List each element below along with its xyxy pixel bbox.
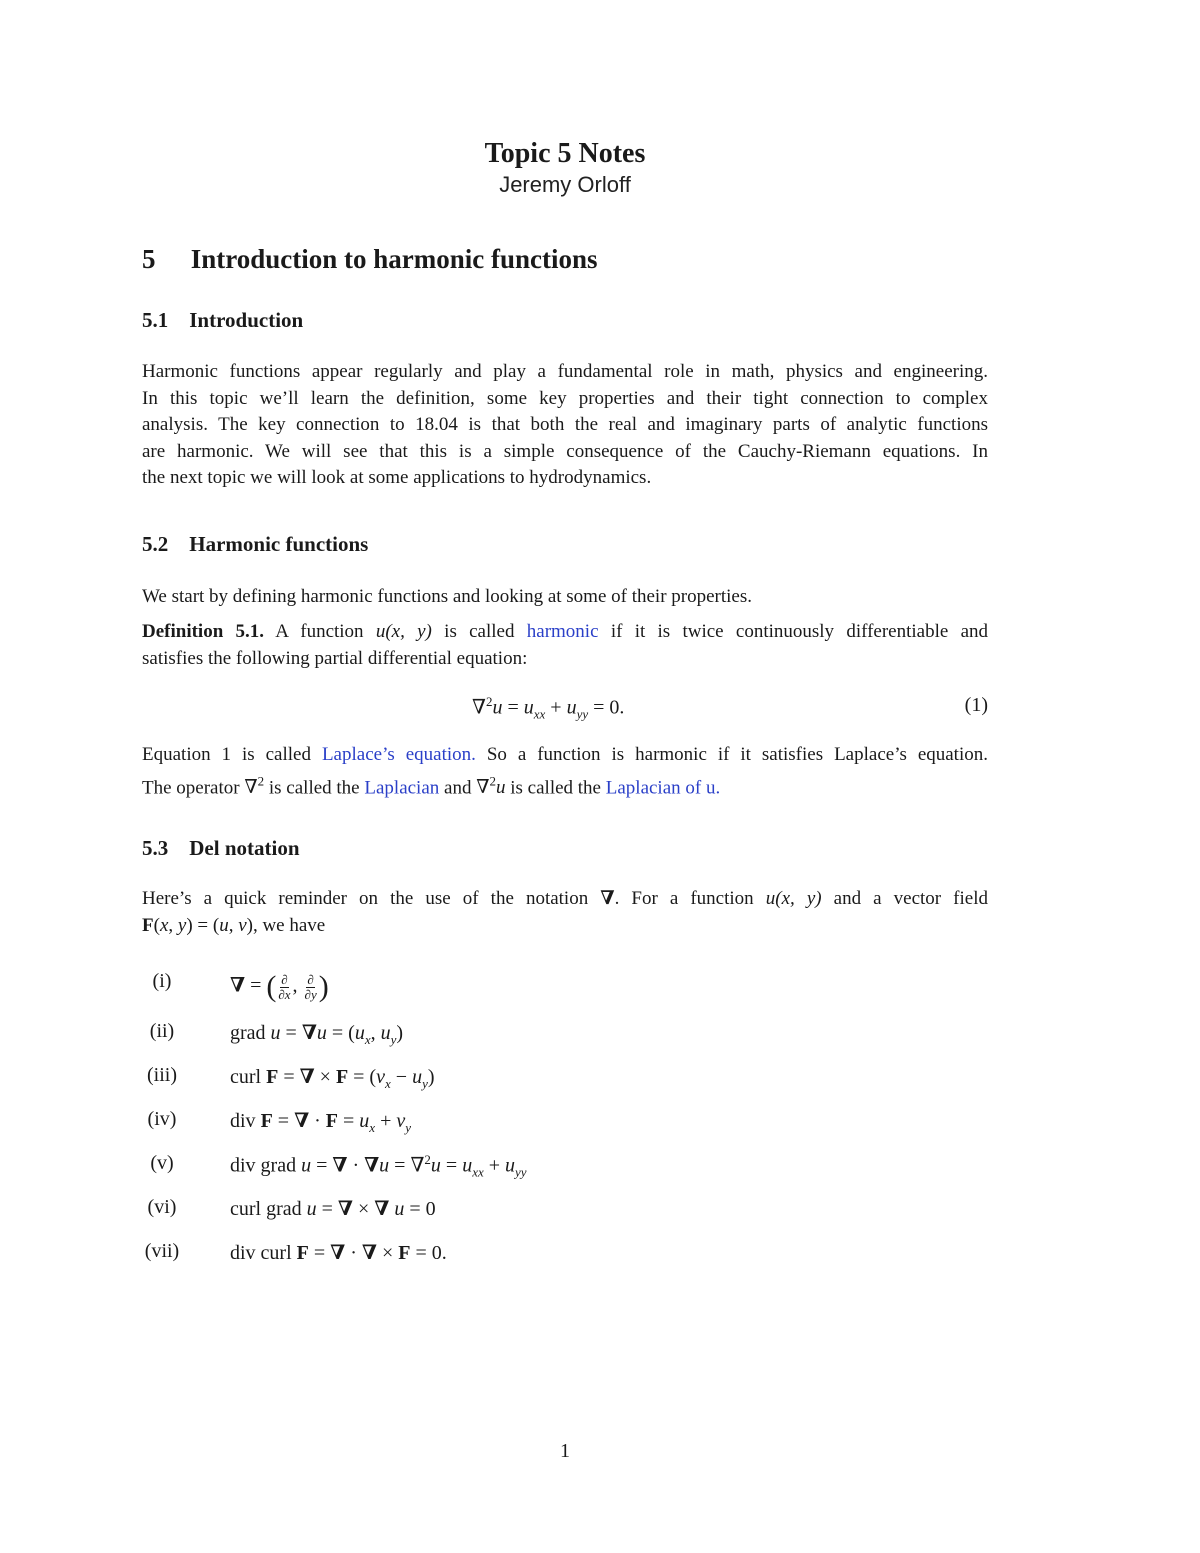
document-title: Topic 5 Notes: [484, 138, 646, 169]
laplacian-operator: ∇$^2$: [244, 773, 265, 798]
subsection-heading-5-3: [142, 836, 300, 861]
list-item: [142, 1108, 742, 1138]
equation-label: (1): [964, 694, 988, 716]
item-formula: grad $u = \nabla u = (u_x$, $u_y$): [230, 1022, 404, 1047]
vector-field-definition: F(x, y) = (u, v): [142, 914, 253, 936]
item-label: (vii): [144, 1240, 180, 1262]
harmonic-link[interactable]: harmonic: [526, 621, 599, 642]
item-formula: curl grad u = ∇ × ∇ u = 0: [230, 1198, 436, 1220]
harmonic-intro: [142, 584, 988, 611]
subsection-number: 5.2: [142, 532, 169, 556]
subsection-title: Introduction: [189, 308, 304, 332]
list-item: [142, 1020, 742, 1050]
subsection-heading-5-2: [142, 532, 368, 557]
list-item: [142, 1152, 742, 1182]
list-item: [142, 1240, 742, 1270]
paragraph-line: F(x, y) = (u, v), we have: [142, 914, 326, 936]
subsection-number: 5.3: [142, 836, 169, 860]
item-label: (iv): [147, 1108, 177, 1130]
item-label: (ii): [149, 1020, 175, 1042]
document-author: Jeremy Orloff: [499, 172, 631, 197]
paragraph-line: The operator ∇$^2$ is called the Laplacian and ∇$^2$u is called the Laplacian of u.: [142, 773, 721, 798]
paragraph-line: We start by defining harmonic functions and looking at some of their properties.: [142, 586, 753, 607]
paragraph-line: the next topic we will look at some applications to hydrodynamics.: [142, 467, 652, 488]
definition-label: Definition 5.1.: [142, 621, 265, 642]
paragraph-line: Harmonic functions appear regularly and play a fundamental role in math, physics and engineering.: [142, 361, 988, 382]
item-formula: div F = ∇ · $F = u_x + v_y$: [230, 1110, 412, 1135]
list-item: [142, 970, 742, 1003]
equation-body: $\nabla^2u = u_{xx} + u_{yy} = 0$.: [472, 694, 625, 722]
laplacian-of-u-symbol: ∇$^2$u: [476, 773, 506, 798]
list-item: [142, 1064, 742, 1094]
list-item: [142, 1196, 742, 1226]
paragraph-line: In this topic we’ll learn the definition, some key properties and their tight connection to complex: [142, 387, 988, 409]
paragraph-line: are harmonic. We will see that this is a simple consequence of the Cauchy-Riemann equations. In: [142, 440, 988, 462]
laplacian-of-u-link[interactable]: Laplacian of u.: [605, 776, 721, 798]
item-label: (vi): [147, 1196, 177, 1218]
laplace-equation-link[interactable]: Laplace’s equation.: [321, 744, 476, 765]
laplacian-link[interactable]: Laplacian: [364, 776, 440, 798]
item-formula: div curl F = ∇ · ∇ × F = 0.: [230, 1242, 447, 1264]
subsection-number: 5.1: [142, 308, 169, 332]
definition-block: [142, 619, 988, 672]
item-formula: ∇ = ( $\frac{\partial}{\partial x}$ , $\frac{\partial}{\partial y}$ ): [230, 970, 329, 1003]
del-paragraph: [142, 886, 988, 939]
subsection-title: Del notation: [189, 836, 300, 860]
subsection-title: Harmonic functions: [189, 532, 369, 556]
page-number: 1: [560, 1440, 570, 1462]
function-symbol: u(x, y): [375, 621, 432, 642]
paragraph-line: Here’s a quick reminder on the use of the notation ∇. For a function u(x, y) and a vector field: [142, 888, 988, 909]
item-formula: curl F = ∇ × $F = (v_x - u_y)$: [230, 1066, 435, 1091]
item-formula: div grad u = ∇ · $\nabla u = \nabla^2u = u_{xx} + u_{yy}$: [230, 1152, 527, 1180]
item-label: (v): [150, 1152, 174, 1174]
section-heading: [142, 244, 598, 275]
section-title: Introduction to harmonic functions: [190, 244, 598, 274]
item-label: (i): [152, 970, 172, 992]
del-symbol: ∇: [600, 888, 615, 909]
paragraph-line: Equation 1 is called Laplace’s equation. So a function is harmonic if it satisfies Laplace’s equation.: [142, 744, 988, 765]
intro-paragraph: [142, 359, 988, 492]
item-label: (iii): [147, 1064, 177, 1086]
definition-line: Definition 5.1. A function u(x, y) is called harmonic if it is twice continuously differentiable and: [142, 621, 989, 642]
paragraph-line: analysis. The key connection to 18.04 is that both the real and imaginary parts of analytic functions: [142, 414, 988, 435]
section-number: 5: [142, 244, 156, 274]
subsection-heading-5-1: [142, 308, 303, 333]
definition-line: satisfies the following partial differential equation:: [142, 647, 528, 669]
laplace-paragraph: [142, 742, 988, 801]
function-symbol: u(x, y): [765, 888, 822, 909]
